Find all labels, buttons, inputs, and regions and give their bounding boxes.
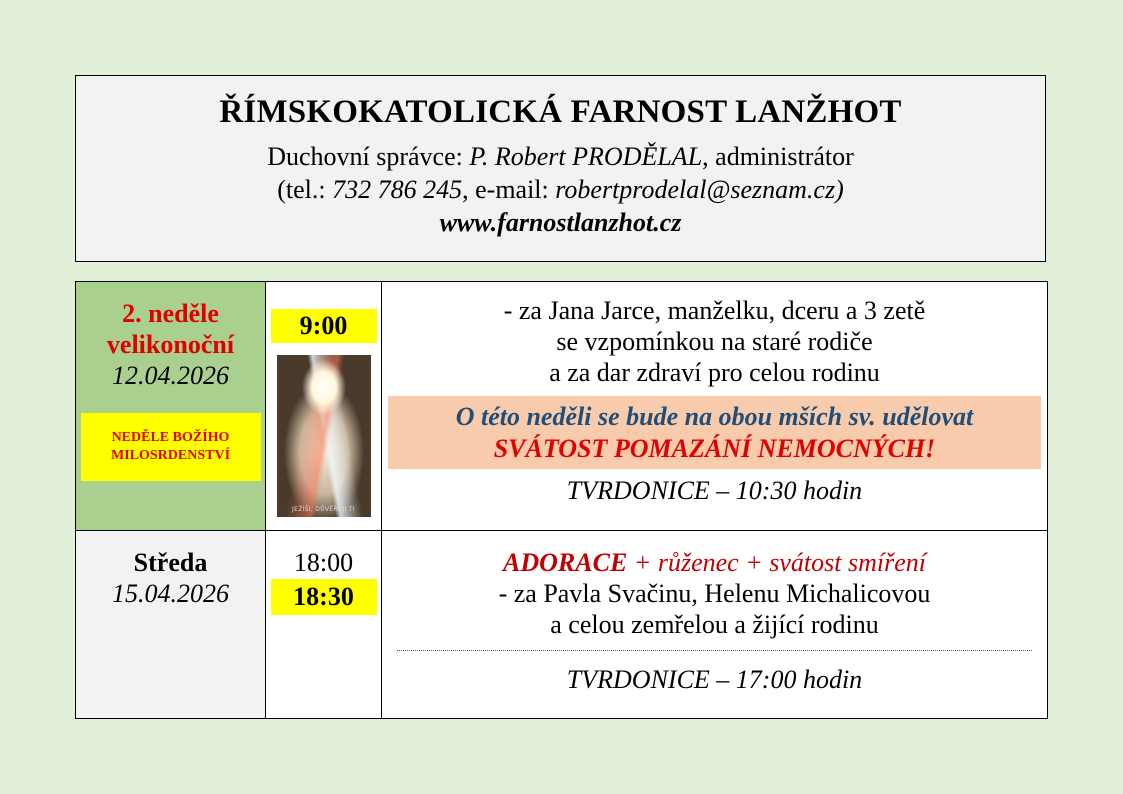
administrator-line	[76, 140, 1045, 173]
wednesday-intention-cell	[382, 531, 1048, 719]
admin-name: P. Robert PRODĚLAL	[469, 142, 703, 171]
adoration-label: ADORACE	[503, 548, 628, 577]
notice-line-1: O této neděli se bude na obou mších sv. udělovat	[455, 401, 974, 431]
tel-prefix: (tel.:	[277, 175, 333, 204]
other-parish-time: TVRDONICE – 10:30 hodin	[566, 476, 863, 505]
intention-line: - za Jana Jarce, manželku, dceru a 3 zetě	[503, 296, 926, 325]
image-caption: JEŽÍŠI, DŮVĚŘUJI TI	[292, 506, 355, 513]
day-line-2: velikonoční	[106, 330, 235, 359]
feast-line-1: NEDĚLE BOŽÍHO	[111, 430, 230, 445]
sunday-intention-cell	[382, 282, 1048, 531]
parish-title: ŘÍMSKOKATOLICKÁ FARNOST LANŽHOT	[219, 94, 902, 130]
admin-prefix: Duchovní správce:	[267, 142, 470, 171]
mass-time: 18:30	[271, 579, 377, 615]
table-row	[76, 531, 1048, 719]
divine-mercy-image	[277, 355, 371, 517]
contact-line	[76, 173, 1045, 206]
tel-number: 732 786 245	[332, 175, 463, 204]
day-line-1: 2. neděle	[122, 299, 219, 328]
wednesday-day-cell	[76, 531, 266, 719]
dotted-divider	[397, 650, 1032, 651]
feast-line-2: MILOSRDENSTVÍ	[110, 448, 231, 463]
adoration-time: 18:00	[293, 548, 354, 577]
intention-line: a celou zemřelou a žijící rodinu	[550, 610, 879, 639]
day-name	[76, 298, 265, 360]
sunday-time-cell	[266, 282, 382, 531]
other-parish-time: TVRDONICE – 17:00 hodin	[566, 665, 863, 694]
day-name: Středa	[133, 548, 208, 577]
parish-header	[75, 75, 1046, 262]
date: 12.04.2026	[112, 361, 229, 390]
admin-suffix: , administrátor	[702, 142, 854, 171]
website-link[interactable]: www.farnostlanzhot.cz	[439, 208, 682, 237]
adoration-line	[382, 547, 1047, 578]
anointing-notice	[388, 396, 1041, 469]
mass-schedule-table	[75, 281, 1048, 719]
date: 15.04.2026	[112, 579, 229, 608]
wednesday-time-cell	[266, 531, 382, 719]
adoration-rest: + růženec + svátost smíření	[627, 548, 926, 577]
table-row	[76, 282, 1048, 531]
intention-line: - za Pavla Svačinu, Helenu Michalicovou	[498, 579, 931, 608]
email-address[interactable]: robertprodelal@seznam.cz)	[555, 175, 844, 204]
email-prefix: , e-mail:	[462, 175, 556, 204]
sunday-day-cell	[76, 282, 266, 531]
mass-time: 9:00	[271, 309, 377, 343]
notice-line-2: SVÁTOST POMAZÁNÍ NEMOCNÝCH!	[493, 433, 936, 463]
feast-badge	[81, 413, 261, 481]
intention-line: se vzpomínkou na staré rodiče	[556, 327, 873, 356]
intention-line: a za dar zdraví pro celou rodinu	[549, 358, 880, 387]
